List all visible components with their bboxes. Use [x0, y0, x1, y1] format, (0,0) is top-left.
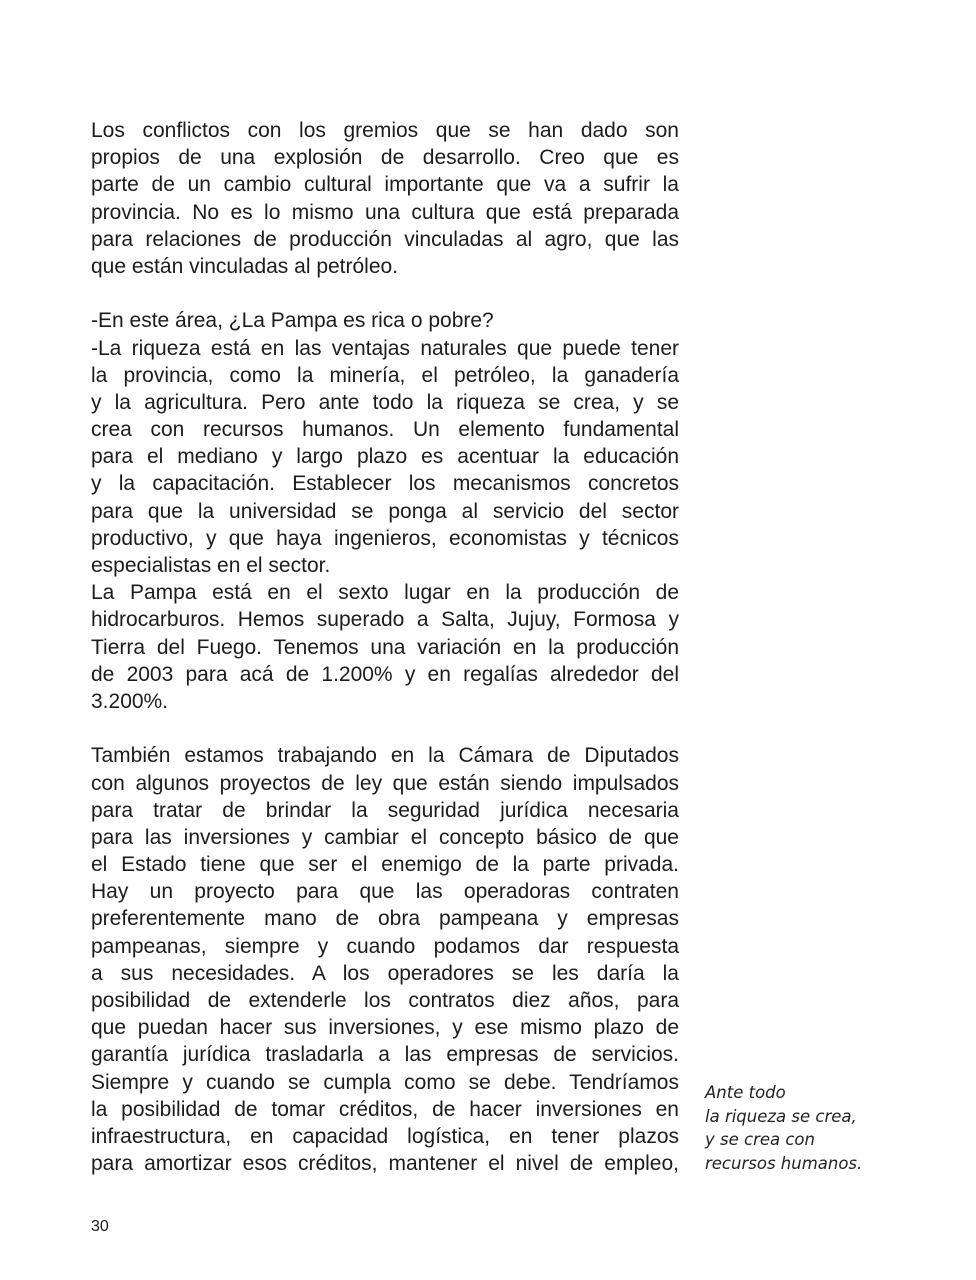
- paragraph-spacer: [91, 280, 679, 307]
- text-line: para el mediano y largo plazo es acentuar la educación: [91, 445, 679, 469]
- text-line: crea con recursos humanos. Un elemento fundamental: [91, 418, 679, 442]
- text-line: Hay un proyecto para que las operadoras contraten: [91, 880, 679, 904]
- pull-quote: [705, 1081, 955, 1176]
- paragraph-spacer: [91, 715, 679, 742]
- page-number: 30: [91, 1218, 109, 1235]
- text-line: Siempre y cuando se cumpla como se debe. Tendríamos: [91, 1070, 679, 1094]
- pull-quote-line: la riqueza se crea,: [705, 1106, 857, 1126]
- text-line: Tierra del Fuego. Tenemos una variación en la producción: [91, 635, 679, 659]
- text-line: Los conflictos con los gremios que se han dado son: [91, 119, 679, 142]
- text-line: la posibilidad de tomar créditos, de hacer inversiones en: [91, 1097, 679, 1121]
- text-line: preferentemente mano de obra pampeana y empresas: [91, 907, 679, 931]
- pull-quote-line: Ante todo: [705, 1083, 786, 1102]
- pull-quote-line: recursos humanos.: [705, 1154, 863, 1174]
- pull-quote-line: y se crea con: [705, 1130, 815, 1150]
- text-line: y la agricultura. Pero ante todo la riqueza se crea, y se: [91, 390, 679, 414]
- text-line: 3.200%.: [91, 689, 169, 713]
- text-line: y la capacitación. Establecer los mecanismos concretos: [91, 472, 679, 496]
- text-line: la provincia, como la minería, el petróleo, la ganadería: [91, 363, 679, 387]
- text-line: especialistas en el sector.: [91, 554, 331, 577]
- paragraph: [91, 117, 679, 280]
- text-line: el Estado tiene que ser el enemigo de la parte privada.: [91, 853, 679, 877]
- text-line: garantía jurídica trasladarla a las empresas de servicios.: [91, 1043, 679, 1067]
- text-line: para que la universidad se ponga al servicio del sector: [91, 499, 679, 523]
- body-text-column: [91, 117, 679, 1177]
- text-line: con algunos proyectos de ley que están siendo impulsados: [91, 771, 679, 795]
- text-line: de 2003 para acá de 1.200% y en regalías alrededor del: [91, 662, 679, 686]
- text-line: a sus necesidades. A los operadores se les daría la: [91, 961, 679, 985]
- text-line: parte de un cambio cultural importante que va a sufrir la: [91, 173, 679, 197]
- text-line: infraestructura, en capacidad logística, en tener plazos: [91, 1124, 679, 1148]
- text-line: La Pampa está en el sexto lugar en la producción de: [91, 581, 679, 605]
- text-line: posibilidad de extenderle los contratos diez años, para: [91, 989, 679, 1012]
- text-line: propios de una explosión de desarrollo. Creo que es: [91, 146, 679, 170]
- text-line: para tratar de brindar la seguridad jurídica necesaria: [91, 798, 679, 822]
- text-line: productivo, y que haya ingenieros, economistas y técnicos: [91, 526, 679, 550]
- text-line: para las inversiones y cambiar el concepto básico de que: [91, 825, 679, 849]
- interview-question: -En este área, ¿La Pampa es rica o pobre?: [91, 309, 494, 333]
- text-line: hidrocarburos. Hemos superado a Salta, Jujuy, Formosa y: [91, 608, 679, 632]
- text-line: provincia. No es lo mismo una cultura que está preparada: [91, 200, 679, 224]
- paragraph: [91, 742, 679, 1177]
- text-line: para amortizar esos créditos, mantener el nivel de empleo,: [91, 1152, 679, 1176]
- text-line: para relaciones de producción vinculadas al agro, que las: [91, 227, 679, 251]
- text-line: que puedan hacer sus inversiones, y ese mismo plazo de: [91, 1016, 679, 1040]
- text-line: -La riqueza está en las ventajas naturales que puede tener: [91, 336, 679, 360]
- text-line: También estamos trabajando en la Cámara de Diputados: [91, 744, 679, 768]
- paragraph: [91, 307, 679, 715]
- text-line: que están vinculadas al petróleo.: [91, 254, 399, 278]
- text-line: pampeanas, siempre y cuando podamos dar respuesta: [91, 934, 679, 958]
